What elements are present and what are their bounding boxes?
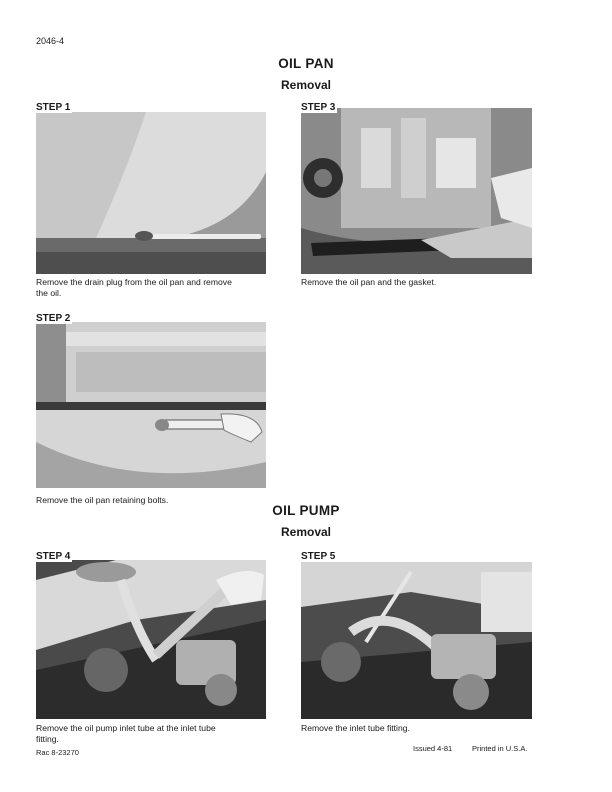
step-5-label: STEP 5 <box>301 551 336 562</box>
step-3-label: STEP 3 <box>301 102 336 113</box>
step-3-caption: Remove the oil pan and the gasket. <box>301 277 437 287</box>
step-2-caption: Remove the oil pan retaining bolts. <box>36 495 169 505</box>
step-5-caption: Remove the inlet tube fitting. <box>301 723 410 733</box>
step-1-caption-line-2: the oil. <box>36 288 62 298</box>
step-4-caption-line-1: Remove the oil pump inlet tube at the inlet tube <box>36 723 216 733</box>
section-subtitle-oil-pump: Removal <box>280 525 332 539</box>
step-1-label: STEP 1 <box>36 102 71 113</box>
footer-issued: Issued 4-81 <box>413 744 453 753</box>
step-4-photo <box>36 560 266 719</box>
step-1-photo <box>36 112 266 274</box>
section-title-oil-pan: OIL PAN <box>278 56 334 71</box>
step-2-label: STEP 2 <box>36 313 71 324</box>
step-1-caption-line-1: Remove the drain plug from the oil pan and remove <box>36 277 232 287</box>
footer-reference: Rac 8-23270 <box>36 748 79 757</box>
section-title-oil-pump: OIL PUMP <box>272 503 340 518</box>
step-4-label: STEP 4 <box>36 551 71 562</box>
section-subtitle-oil-pan: Removal <box>280 78 332 92</box>
step-4-caption-line-2: fitting. <box>36 734 59 744</box>
step-3-photo <box>301 108 532 274</box>
step-5-photo <box>301 562 532 719</box>
step-2-photo <box>36 322 266 488</box>
page-number: 2046-4 <box>36 36 65 46</box>
footer-printed: Printed in U.S.A. <box>472 744 528 753</box>
